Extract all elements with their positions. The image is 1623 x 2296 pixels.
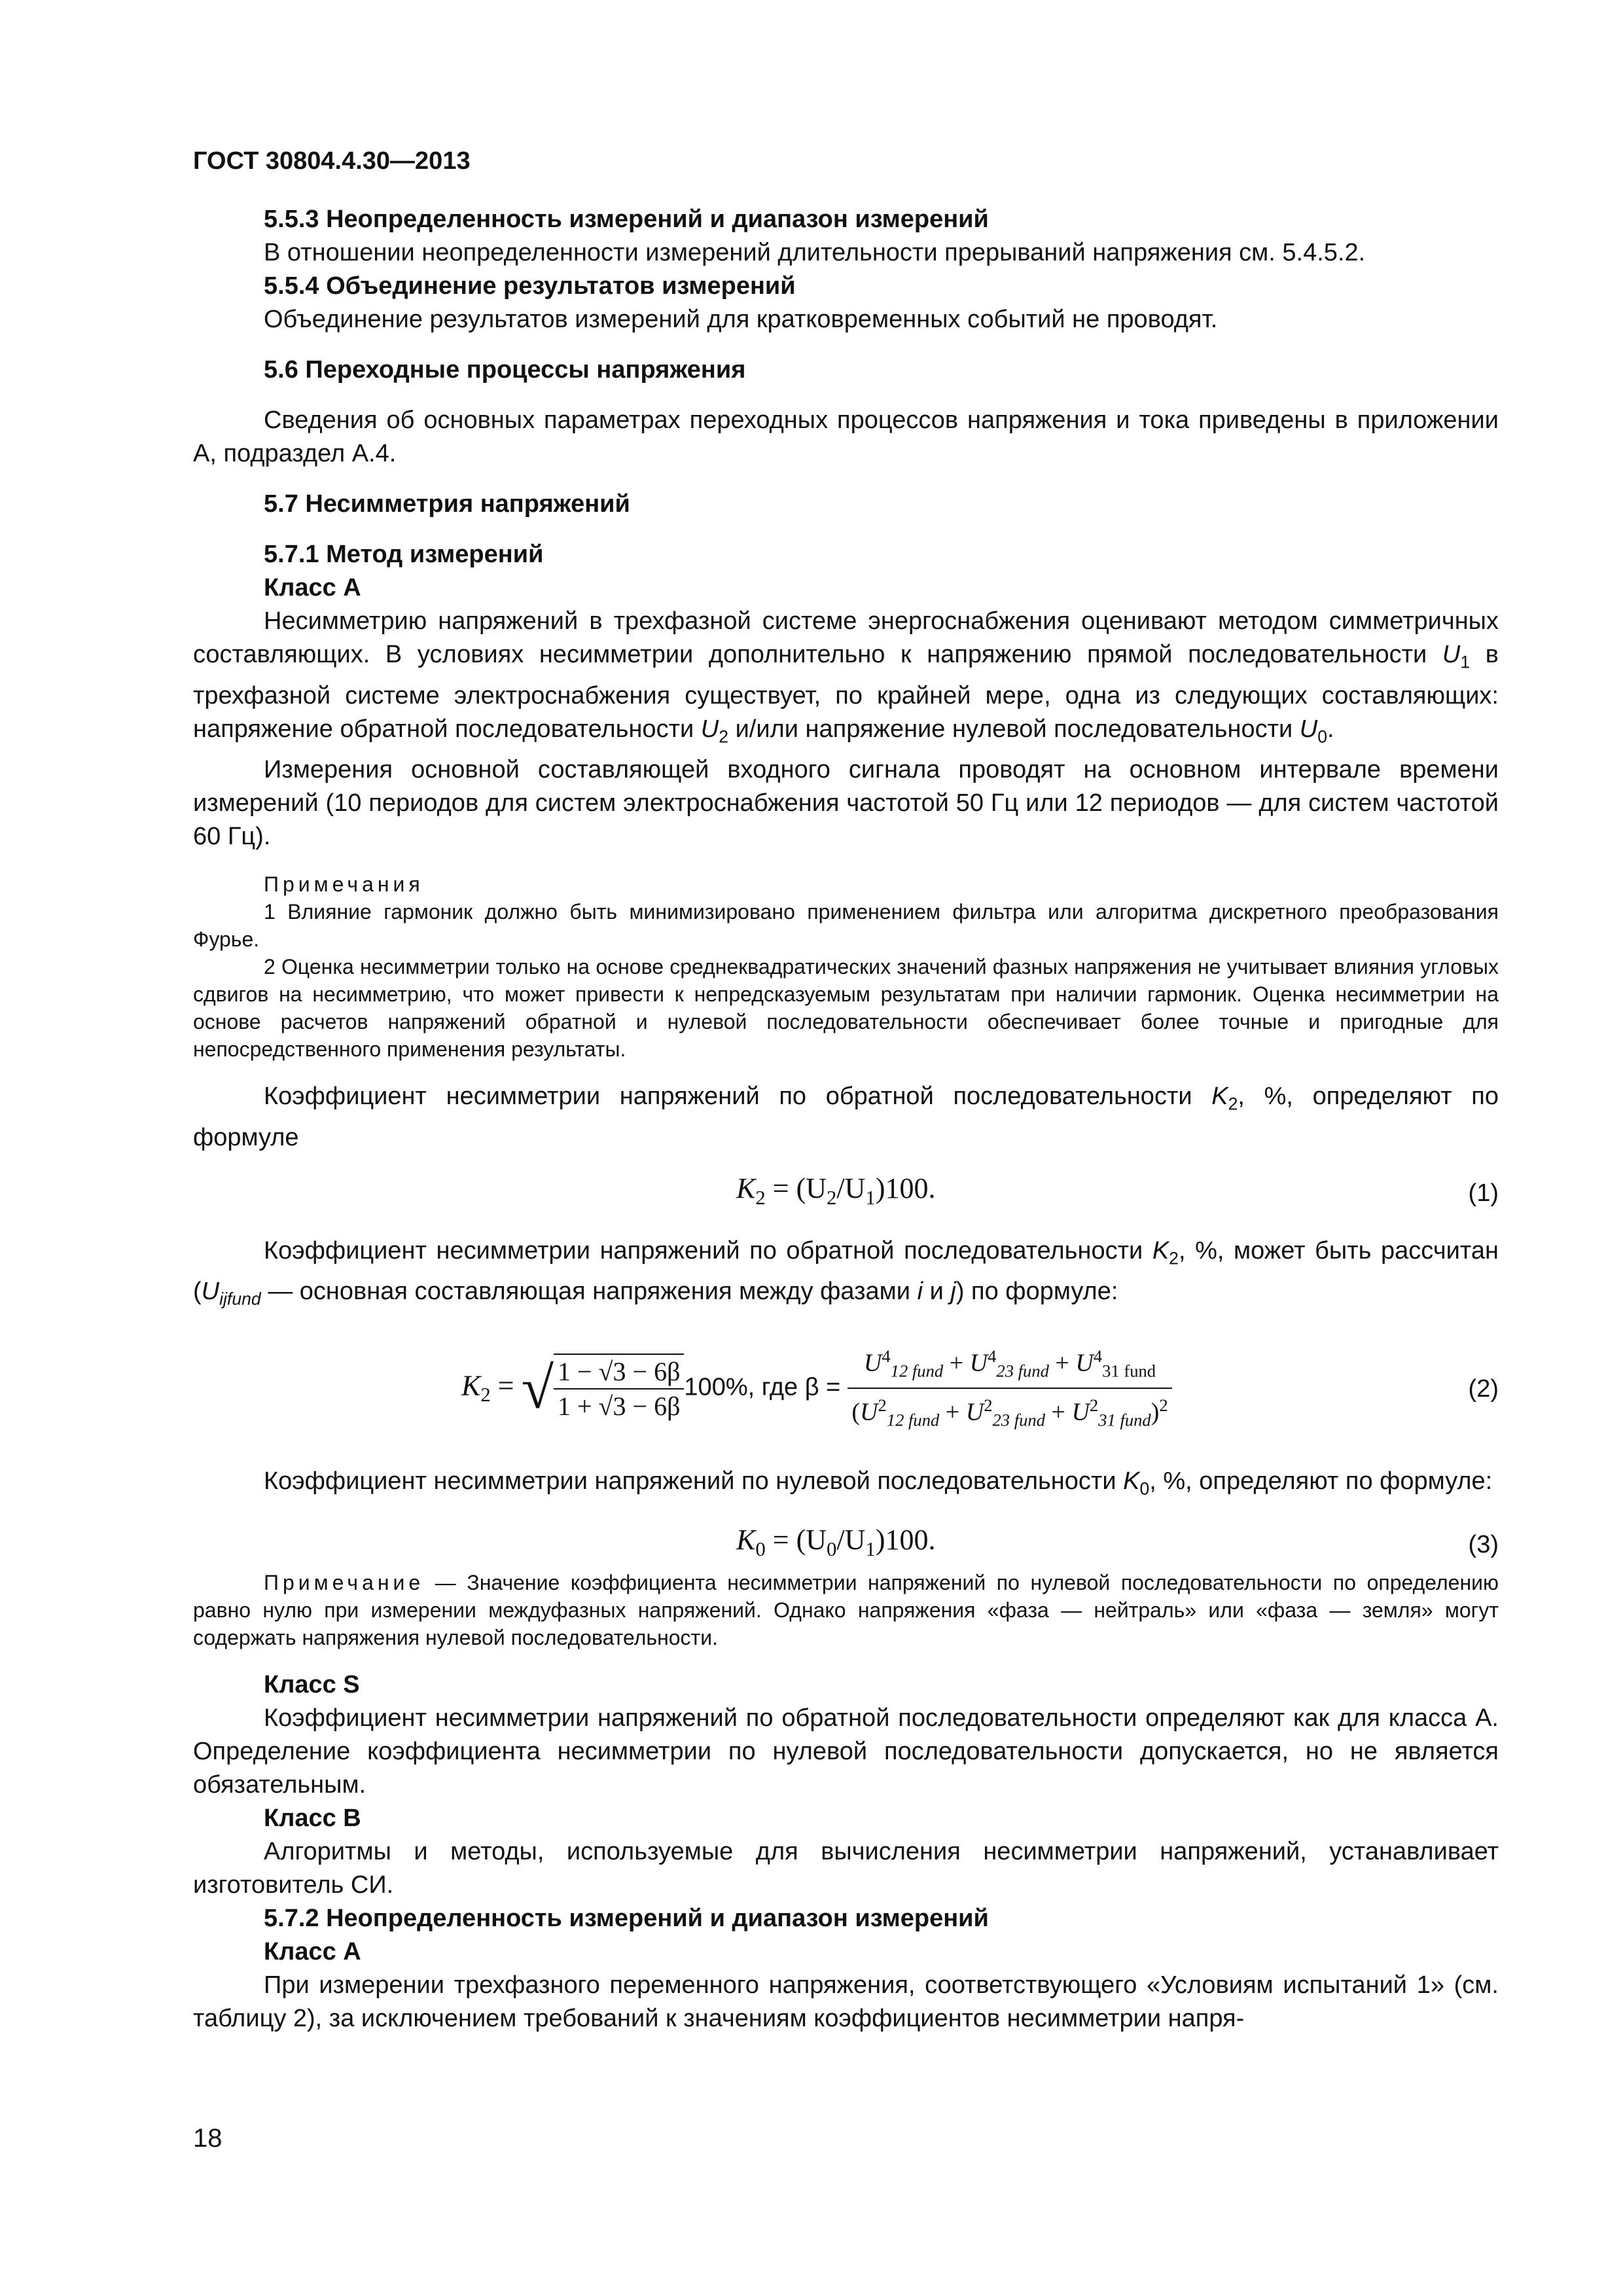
note-2: 2 Оценка несимметрии только на основе среднеквадратических значений фазных напряжения не учитывает влияния угловых сдвигов на несимметрию, что может привести к непредсказуемым результатам при наличии гармоник. Оценка несимметрии на основе расчетов напряжений обратной и нулевой последовательности обеспечивает более точные и пригодные для непосредственного применения результаты.: [193, 955, 1499, 1062]
class-a-heading-2: Класс А: [264, 1937, 361, 1965]
note-zero-sequence: Примечание — Значение коэффициента несимметрии напряжений по нулевой последовательности по определению равно нулю при измерении междуфазных напряжений. Однако напряжения «фаза — нейтраль» или «фаза — земля» могут содержать напряжения нулевой последовательности.: [193, 1570, 1499, 1649]
section-5-5-3-title: 5.5.3 Неопределенность измерений и диапазон измерений: [264, 206, 989, 233]
document-body: [193, 203, 1499, 2036]
class-b-heading: Класс В: [264, 1804, 361, 1832]
equation-3: $K_0 = (U_0/U_1)100$. (3): [193, 1523, 1499, 1569]
equation-2-number: (2): [1468, 1374, 1499, 1403]
section-5-5-4-title: 5.5.4 Объединение результатов измерений: [264, 272, 796, 300]
class-s-paragraph: Коэффициент несимметрии напряжений по обратной последовательности определяют как для класса А. Определение коэффициента несимметрии по нулевой последовательности допускается, но не является обязательным.: [193, 1704, 1499, 1799]
uncertainty-paragraph: При измерении трехфазного переменного напряжения, соответствующего «Условиям испытаний 1» (см. таблицу 2), за исключением требований к значениям коэффициентов несимметрии напря-: [193, 1971, 1499, 2032]
k2-alternative-paragraph: Коэффициент несимметрии напряжений по обратной последовательности $K_2$, %, может быть рассчитан ($U_{ijfund}$ — основная составляющая напряжения между фазами i и j) по формуле:: [193, 1236, 1499, 1309]
equation-1-number: (1): [1468, 1179, 1499, 1207]
section-5-6-text: Сведения об основных параметрах переходных процессов напряжения и тока приведены в приложении А, подраздел А.4.: [193, 406, 1499, 467]
equation-2-middle: 100%, где β =: [684, 1373, 841, 1401]
class-a-heading: Класс А: [264, 574, 361, 601]
section-5-6-title: 5.6 Переходные процессы напряжения: [264, 356, 746, 384]
equation-2: $K_2$ = √ $\frac{1 - √3 - 6\beta}{1 + √3 - 6\beta}$ 100%, где β = $\frac{U^4_{12 fund} + U^4_{23 fund} + U^4_{31 fund}}{(U^2_{12 fund} + U^2_{23 fund} + U^2_{31 fund})^2}$ (2): [193, 1333, 1499, 1448]
unbalance-method-paragraph: Несимметрию напряжений в трехфазной системе энергоснабжения оценивают методом симметричных составляющих. В условиях несимметрии дополнительно к напряжению прямой последовательности $U_1$ в трехфазной системе электроснабжения существует, по крайней мере, одна из следующих составляющих: напряжение обратной последовательности $U_2$ и/или напряжение нулевой последовательности $U_0$.: [193, 607, 1499, 747]
section-5-5-4-text: Объединение результатов измерений для кратковременных событий не проводят.: [264, 306, 1218, 333]
class-b-paragraph: Алгоритмы и методы, используемые для вычисления несимметрии напряжений, устанавливает изготовитель СИ.: [193, 1837, 1499, 1899]
section-5-7-2-title: 5.7.2 Неопределенность измерений и диапазон измерений: [264, 1904, 989, 1932]
fundamental-measurement-paragraph: Измерения основной составляющей входного сигнала проводят на основном интервале времени измерений (10 периодов для систем электроснабжения частотой 50 Гц или 12 периодов — для систем частотой 60 Гц).: [193, 756, 1499, 851]
k2-definition-paragraph: Коэффициент несимметрии напряжений по обратной последовательности $K_2$, %, определяют по формуле: [193, 1083, 1499, 1151]
document-header: ГОСТ 30804.4.30—2013: [193, 147, 471, 175]
page-number: 18: [193, 2124, 223, 2153]
equation-3-number: (3): [1468, 1530, 1499, 1558]
class-s-heading: Класс S: [264, 1670, 360, 1698]
section-5-7-1-title: 5.7.1 Метод измерений: [264, 541, 544, 568]
k0-definition-paragraph: Коэффициент несимметрии напряжений по нулевой последовательности $K_0$, %, определяют по формуле:: [264, 1467, 1493, 1499]
section-5-7-title: 5.7 Несимметрия напряжений: [264, 490, 630, 518]
equation-1: $K_2 = (U_2/U_1)100$. (1): [193, 1172, 1499, 1217]
notes-title: Примечания: [264, 872, 424, 897]
note-1: 1 Влияние гармоник должно быть минимизировано применением фильтра или алгоритма дискретного преобразования Фурье.: [193, 900, 1499, 952]
section-5-5-3-text: В отношении неопределенности измерений длительности прерываний напряжения см. 5.4.5.2.: [264, 239, 1366, 266]
notes-block: [193, 870, 1499, 1063]
